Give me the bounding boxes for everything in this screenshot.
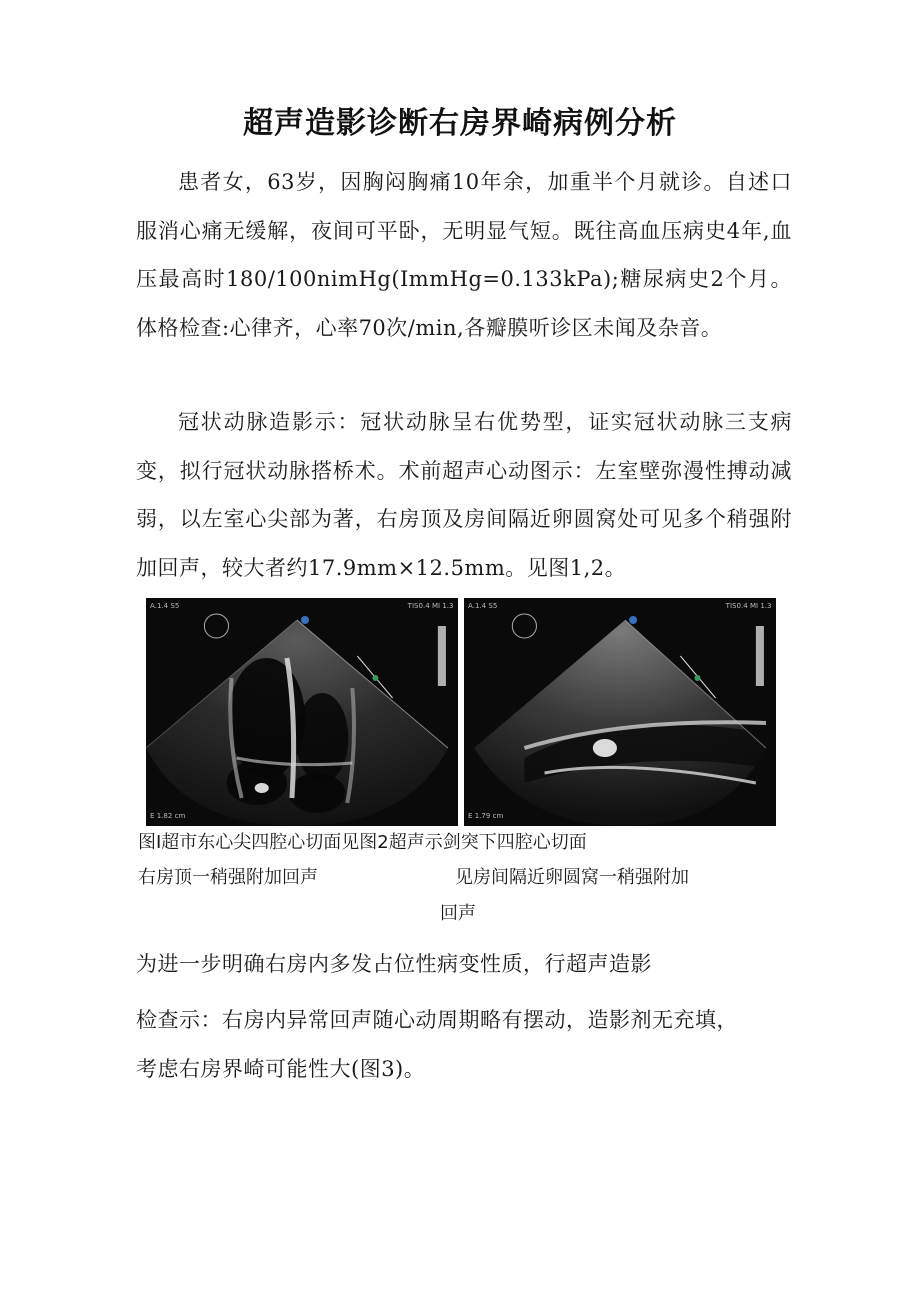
- figure2-caption-continued: 见房间隔近卵圆窝一稍强附加: [455, 867, 689, 888]
- svg-text:E 1.82 cm: E 1.82 cm: [150, 811, 186, 820]
- svg-text:E 1.79 cm: E 1.79 cm: [468, 811, 504, 820]
- svg-text:TIS0.4 MI 1.3: TIS0.4 MI 1.3: [725, 601, 772, 610]
- echo-image-apical: [146, 598, 458, 826]
- figure2-caption-continued-2: 回声: [440, 903, 476, 924]
- paragraph-contrast-line-3: 考虑右房界崎可能性大(图3)。: [136, 1057, 426, 1081]
- paragraph-contrast-line-2: 检查示：右房内异常回声随心动周期略有摆动，造影剂无充填，: [136, 1008, 738, 1032]
- svg-text:TIS0.4 MI 1.3: TIS0.4 MI 1.3: [407, 601, 454, 610]
- echo-image-subxiphoid: [464, 598, 776, 826]
- figure1-caption-continued: 右房顶一稍强附加回声: [138, 867, 318, 888]
- paragraph-contrast-line-1: 为进一步明确右房内多发占位性病变性质，行超声造影: [136, 952, 652, 976]
- figure-caption-main: 图I超市东心尖四腔心切面见图2超声示剑突下四腔心切面: [138, 832, 587, 853]
- document-title: 超声造影诊断右房界崎病例分析: [243, 106, 677, 141]
- paragraph-case-history: 患者女，63岁，因胸闷胸痛10年余，加重半个月就诊。自述口服消心痛无缓解，夜间可平卧，无明显气短。既往高血压病史4年,血压最高时180/100nimHg(ImmHg=0.133kPa);糖尿病史2个月。体格检查:心律齐，心率70次/min,各瓣膜听诊区未闻及杂音。: [136, 170, 792, 340]
- svg-text:A.1.4 S5: A.1.4 S5: [150, 601, 180, 610]
- svg-text:A.1.4 S5: A.1.4 S5: [468, 601, 498, 610]
- paragraph-angiography: 冠状动脉造影示：冠状动脉呈右优势型，证实冠状动脉三支病变，拟行冠状动脉搭桥术。术前超声心动图示：左室壁弥漫性搏动减弱，以左室心尖部为著，右房顶及房间隔近卵圆窝处可见多个稍强附加回声，较大者约17.9mm×12.5mm。见图1,2。: [136, 410, 792, 580]
- figure-row: [146, 598, 776, 826]
